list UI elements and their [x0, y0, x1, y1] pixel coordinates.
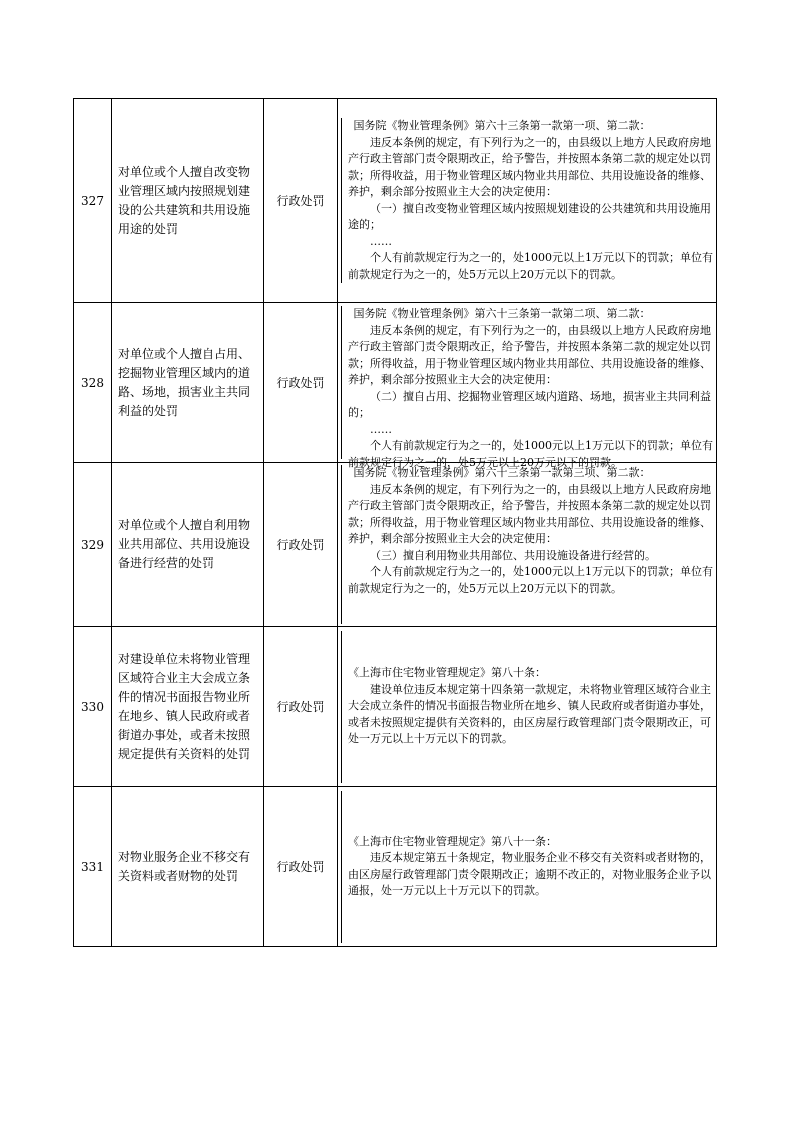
basis-paragraph: （一）擅自改变物业管理区域内按照规划建设的公共建筑和共用设施用途的；: [348, 201, 711, 231]
item-type: 行政处罚: [264, 627, 338, 787]
table-row: [74, 787, 717, 947]
basis-heading: 《上海市住宅物业管理规定》第八十一条：: [348, 834, 557, 848]
basis-paragraph: 违反本规定第五十条规定，物业服务企业不移交有关资料或者财物的，由区房屋行政管理部门责令限期改正；逾期不改正的，对物业服务企业予以通报，处一万元以上十万元以下的罚款。: [348, 851, 711, 897]
row-number: 328: [74, 303, 112, 463]
legal-basis: [341, 306, 713, 469]
table-row: [74, 463, 717, 627]
legal-basis: [341, 118, 713, 283]
basis-heading: 国务院《物业管理条例》第六十三条第一款第一项、第二款：: [353, 119, 651, 132]
basis-heading: 国务院《物业管理条例》第六十三条第一款第三项、第二款：: [353, 466, 651, 479]
basis-heading: 国务院《物业管理条例》第六十三条第一款第二项、第二款：: [353, 307, 651, 320]
table-row: [74, 303, 717, 463]
basis-paragraph: 个人有前款规定行为之一的，处1000元以上1万元以下的罚款；单位有前款规定行为之一的，处5万元以上20万元以下的罚款。: [348, 251, 713, 281]
basis-paragraph: 违反本条例的规定，有下列行为之一的，由县级以上地方人民政府房地产行政主管部门责令限期改正，给予警告，并按照本条第二款的规定处以罚款；所得收益，用于物业管理区域内物业共用部位、共用设施设备的维修、养护，剩余部分按照业主大会的决定使用：: [348, 323, 711, 386]
item-name: 对物业服务企业不移交有关资料或者财物的处罚: [118, 849, 251, 883]
basis-paragraph: 违反本条例的规定，有下列行为之一的，由县级以上地方人民政府房地产行政主管部门责令限期改正，给予警告，并按照本条第二款的规定处以罚款；所得收益，用于物业管理区域内物业共用部位、共用设施设备的维修、养护，剩余部分按照业主大会的决定使用：: [348, 482, 711, 545]
row-number: 330: [74, 627, 112, 787]
item-name: 对建设单位未将物业管理区域符合业主大会成立条件的情况书面报告物业所在地乡、镇人民政府或者街道办事处，或者未按照规定提供有关资料的处罚: [118, 651, 251, 761]
basis-paragraph: （三）擅自利用物业共用部位、共用设施设备进行经营的。: [370, 548, 656, 562]
row-number: 329: [74, 463, 112, 627]
table-row: [74, 627, 717, 787]
penalty-table: [73, 98, 717, 947]
item-name: 对单位或个人擅自利用物业共用部位、共用设施设备进行经营的处罚: [118, 518, 251, 570]
basis-ellipsis: ……: [370, 422, 392, 436]
row-number: 327: [74, 99, 112, 303]
item-type: 行政处罚: [264, 303, 338, 463]
basis-ellipsis: ……: [370, 234, 392, 248]
item-type: 行政处罚: [264, 99, 338, 303]
legal-basis: [341, 791, 713, 943]
basis-heading: 《上海市住宅物业管理规定》第八十条：: [348, 666, 546, 680]
basis-paragraph: （二）擅自占用、挖掘物业管理区域内道路、场地，损害业主共同利益的；: [348, 389, 711, 419]
legal-basis: [341, 465, 713, 624]
item-type: 行政处罚: [264, 787, 338, 947]
item-name: 对单位或个人擅自占用、挖掘物业管理区域内的道路、场地，损害业主共同利益的处罚: [118, 346, 251, 418]
table-row: [74, 99, 717, 303]
item-name: 对单位或个人擅自改变物业管理区域内按照规划建设的公共建筑和共用设施用途的处罚: [118, 164, 251, 236]
basis-paragraph: 违反本条例的规定，有下列行为之一的，由县级以上地方人民政府房地产行政主管部门责令限期改正，给予警告，并按照本条第二款的规定处以罚款；所得收益，用于物业管理区域内物业共用部位、共用设施设备的维修、养护，剩余部分按照业主大会的决定使用：: [348, 135, 711, 198]
item-type: 行政处罚: [264, 463, 338, 627]
row-number: 331: [74, 787, 112, 947]
basis-paragraph: 个人有前款规定行为之一的，处1000元以上1万元以下的罚款；单位有前款规定行为之一的，处5万元以上20万元以下的罚款。: [348, 439, 713, 469]
basis-paragraph: 个人有前款规定行为之一的，处1000元以上1万元以下的罚款；单位有前款规定行为之一的，处5万元以上20万元以下的罚款。: [348, 565, 713, 595]
basis-paragraph: 建设单位违反本规定第十四条第一款规定，未将物业管理区域符合业主大会成立条件的情况书面报告物业所在地乡、镇人民政府或者街道办事处，或者未按照规定提供有关资料的，由区房屋行政管理部门责令限期改正，可处一万元以上十万元以下的罚款。: [348, 682, 711, 746]
legal-basis: [341, 631, 713, 783]
